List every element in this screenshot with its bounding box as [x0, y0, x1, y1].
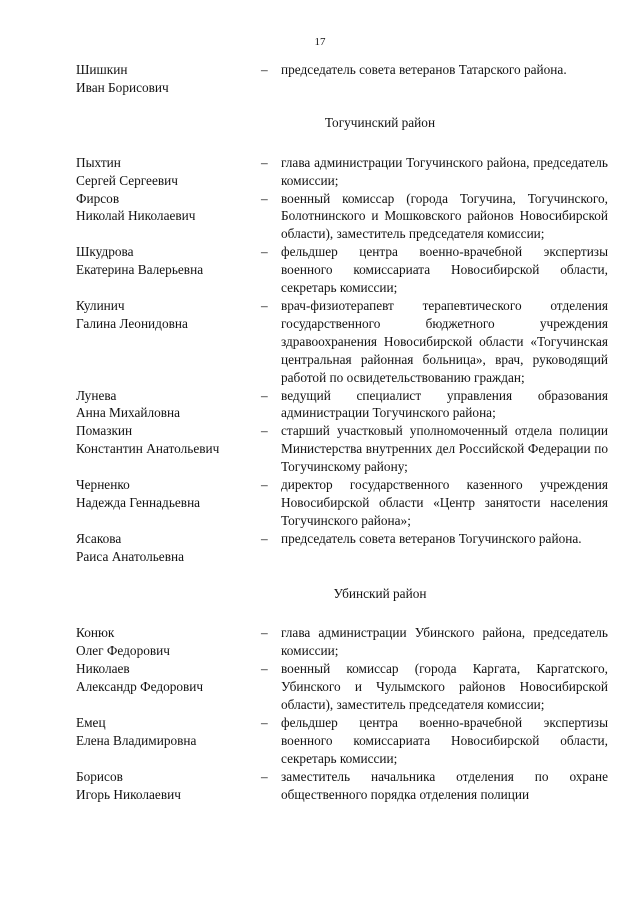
member-last-name: Пыхтин: [76, 154, 121, 170]
dash-separator: –: [261, 244, 268, 260]
member-entry: [76, 624, 608, 660]
member-first-name: Константин Анатольевич: [76, 441, 220, 457]
section-title: Убинский район: [333, 585, 427, 601]
member-last-name: Шкудрова: [76, 244, 134, 260]
member-entry: [76, 530, 608, 566]
member-first-name: Иван Борисович: [76, 79, 169, 95]
member-role: военный комиссар (города Тогучина, Тогучинского, Болотнинского и Мошковского районов Новосибирской области), заместитель председателя комиссии;: [281, 190, 608, 242]
dash-separator: –: [261, 661, 268, 677]
dash-separator: –: [261, 477, 268, 493]
member-entry: [76, 387, 608, 423]
member-entry: [76, 476, 608, 530]
section-entries: [76, 154, 608, 566]
member-first-name: Екатерина Валерьевна: [76, 262, 204, 278]
member-last-name: Ясакова: [76, 530, 122, 546]
member-name: [76, 154, 261, 190]
dash-separator: –: [261, 154, 268, 170]
member-role: глава администрации Тогучинского района, председатель комиссии;: [281, 154, 608, 188]
section-entries: [76, 624, 608, 803]
dash-separator: –: [261, 715, 268, 730]
member-name: [76, 530, 261, 566]
member-first-name: Сергей Сергеевич: [76, 172, 178, 188]
member-last-name: Николаев: [76, 661, 130, 677]
member-entry: [76, 154, 608, 190]
dash-separator: –: [261, 423, 268, 439]
member-last-name: Емец: [76, 715, 106, 730]
member-role: врач-физиотерапевт терапевтического отделения государственного бюджетного учреждения здравоохранения Новосибирской области «Тогучинская центральная районная больница», врач, руководящий работой по освидетельствованию граждан;: [281, 297, 608, 385]
member-name: [76, 476, 261, 530]
member-first-name: Анна Михайловна: [76, 405, 181, 421]
dash-separator: –: [261, 530, 268, 546]
member-role: директор государственного казенного учреждения Новосибирской области «Центр занятости населения Тогучинского района»;: [281, 477, 608, 528]
member-role: глава администрации Убинского района, председатель комиссии;: [281, 625, 608, 659]
member-first-name: Надежда Геннадьевна: [76, 494, 201, 510]
member-entry: [76, 768, 608, 804]
member-name: [76, 297, 261, 387]
member-last-name: Фирсов: [76, 190, 120, 206]
member-last-name: Конюк: [76, 625, 115, 641]
member-role: военный комиссар (города Каргата, Каргатского, Убинского и Чулымского районов Новосибирской области), заместитель председателя комиссии;: [281, 661, 608, 713]
member-entry: [76, 297, 608, 387]
member-first-name: Игорь Николаевич: [76, 786, 181, 802]
dash-separator: –: [261, 297, 268, 313]
member-role: фельдшер центра военно-врачебной экспертизы военного комиссариата Новосибирской области, секретарь комиссии;: [281, 244, 608, 296]
member-name: [76, 190, 261, 244]
dash-separator: –: [261, 625, 268, 641]
dash-separator: –: [261, 768, 268, 784]
member-last-name: Помазкин: [76, 423, 133, 439]
member-role: председатель совета ветеранов Татарского района.: [281, 62, 567, 77]
member-name: [76, 624, 261, 660]
member-name: [76, 714, 261, 768]
member-entry: [76, 714, 608, 768]
member-role: заместитель начальника отделения по охране общественного порядка отделения полиции: [281, 768, 608, 802]
member-entry: [76, 660, 608, 714]
member-first-name: Олег Федорович: [76, 643, 170, 659]
member-role: председатель совета ветеранов Тогучинского района.: [281, 530, 582, 546]
section-title: Тогучинский район: [324, 114, 436, 130]
member-role: ведущий специалист управления образования администрации Тогучинского района;: [281, 387, 608, 421]
page-number: 17: [314, 36, 326, 48]
member-last-name: Борисов: [76, 768, 123, 784]
member-entry: [76, 243, 608, 297]
member-entry: [76, 190, 608, 244]
member-last-name: Лунева: [76, 387, 117, 403]
member-entry: [76, 422, 608, 476]
member-last-name: Кулинич: [76, 297, 125, 313]
member-last-name: Черненко: [76, 477, 130, 493]
member-entry: [76, 61, 608, 97]
member-first-name: Галина Леонидовна: [76, 315, 188, 331]
member-first-name: Раиса Анатольевна: [76, 548, 184, 564]
member-name: [76, 768, 261, 804]
member-name: [76, 660, 261, 714]
dash-separator: –: [261, 190, 268, 206]
member-name: [76, 387, 261, 423]
member-name: [76, 243, 261, 297]
member-role: старший участковый уполномоченный отдела полиции Министерства внутренних дел Российской Федерации по Тогучинскому району;: [281, 423, 608, 475]
member-last-name: Шишкин: [76, 62, 128, 77]
member-first-name: Елена Владимировна: [76, 732, 197, 748]
dash-separator: –: [261, 62, 268, 77]
document-body: [76, 61, 608, 804]
member-first-name: Николай Николаевич: [76, 208, 196, 224]
member-first-name: Александр Федорович: [76, 679, 204, 695]
member-role: фельдшер центра военно-врачебной экспертизы военного комиссариата Новосибирской области, секретарь комиссии;: [281, 715, 608, 766]
member-name: [76, 422, 261, 476]
dash-separator: –: [261, 387, 268, 403]
member-name: [76, 61, 261, 97]
